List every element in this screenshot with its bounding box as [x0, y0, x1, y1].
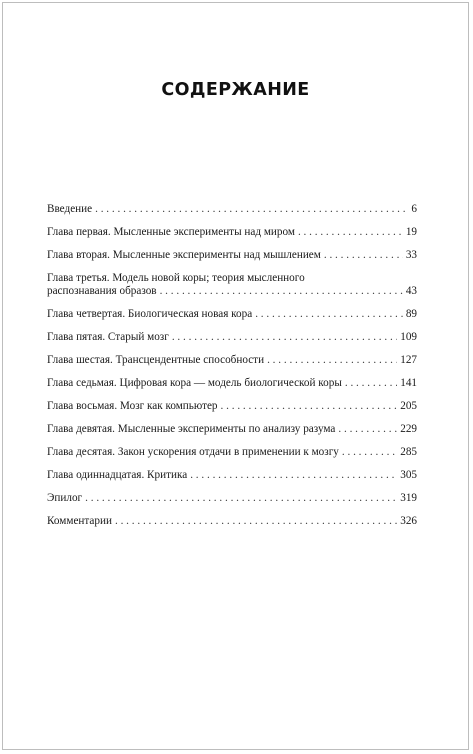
- toc-page-number: 319: [400, 492, 417, 504]
- toc-entry-chapter-6: [47, 344, 417, 367]
- toc-entry-chapter-5: [47, 321, 417, 344]
- toc-entry-epilogue: [47, 482, 417, 505]
- page-title: СОДЕРЖАНИЕ: [161, 80, 310, 100]
- toc-page-number: 326: [400, 515, 417, 527]
- toc-entry-title: Глава первая. Мысленные эксперименты над миром: [47, 226, 295, 238]
- toc-entry-chapter-8: [47, 390, 417, 413]
- toc-leader-dots: [342, 446, 397, 459]
- toc-entry-title: Комментарии: [47, 515, 112, 527]
- toc-page-number: 205: [400, 400, 417, 412]
- toc-leader-dots: [172, 331, 397, 344]
- toc-page-number: 89: [405, 308, 417, 320]
- toc-leader-dots: [160, 285, 403, 298]
- toc-entry-chapter-11: [47, 459, 417, 482]
- toc-entry-title: Глава шестая. Трансцендентные способности: [47, 354, 265, 366]
- toc-entry-title: Глава четвертая. Биологическая новая кора: [47, 308, 253, 320]
- toc-leader-dots: [221, 400, 398, 413]
- toc-page-number: 109: [400, 331, 417, 343]
- toc-leader-dots: [85, 492, 397, 505]
- toc-page-number: 285: [400, 446, 417, 458]
- toc-entry-title: Эпилог: [47, 492, 83, 504]
- toc-page-number: 43: [405, 285, 417, 297]
- toc-page-number: 33: [405, 249, 417, 261]
- toc-page-number: 305: [400, 469, 417, 481]
- toc-entry-comments: [47, 505, 417, 528]
- toc-page-number: 229: [400, 423, 417, 435]
- toc-leader-dots: [267, 354, 397, 367]
- toc-entry-chapter-3: [47, 262, 417, 298]
- toc-entry-chapter-9: [47, 413, 417, 436]
- toc-entry-title: Глава девятая. Мысленные эксперименты по анализу разума: [47, 423, 336, 435]
- book-page: [2, 2, 469, 750]
- toc-page-number: 6: [411, 203, 417, 215]
- toc-entry-title: Глава восьмая. Мозг как компьютер: [47, 400, 218, 412]
- toc-entry-title: Введение: [47, 203, 93, 215]
- toc-entry-title: Глава вторая. Мысленные эксперименты над мышлением: [47, 249, 321, 261]
- toc-entry-introduction: [47, 193, 417, 216]
- toc-entry-chapter-1: [47, 216, 417, 239]
- toc-leader-dots: [255, 308, 403, 321]
- toc-entry-title: Глава десятая. Закон ускорения отдачи в применении к мозгу: [47, 446, 339, 458]
- toc-entry-title: Глава пятая. Старый мозг: [47, 331, 169, 343]
- toc-page-number: 19: [405, 226, 417, 238]
- toc-entry-chapter-2: [47, 239, 417, 262]
- toc-entry-chapter-7: [47, 367, 417, 390]
- toc-leader-dots: [95, 203, 408, 216]
- toc-entry-title-continued: распознавания образов: [47, 285, 157, 297]
- toc-entry-chapter-4: [47, 298, 417, 321]
- toc-leader-dots: [345, 377, 397, 390]
- toc-page-number: 141: [400, 377, 417, 389]
- toc-leader-dots: [338, 423, 397, 436]
- toc-entry-title: Глава одиннадцатая. Критика: [47, 469, 188, 481]
- toc-entry-chapter-10: [47, 436, 417, 459]
- toc-page-number: 127: [400, 354, 417, 366]
- toc-leader-dots: [298, 226, 403, 239]
- toc-entry-title: Глава седьмая. Цифровая кора — модель биологической коры: [47, 377, 342, 389]
- toc-leader-dots: [324, 249, 403, 262]
- table-of-contents: [47, 193, 417, 528]
- toc-leader-dots: [115, 515, 397, 528]
- toc-leader-dots: [190, 469, 397, 482]
- toc-entry-title: Глава третья. Модель новой коры; теория мысленного: [47, 272, 305, 284]
